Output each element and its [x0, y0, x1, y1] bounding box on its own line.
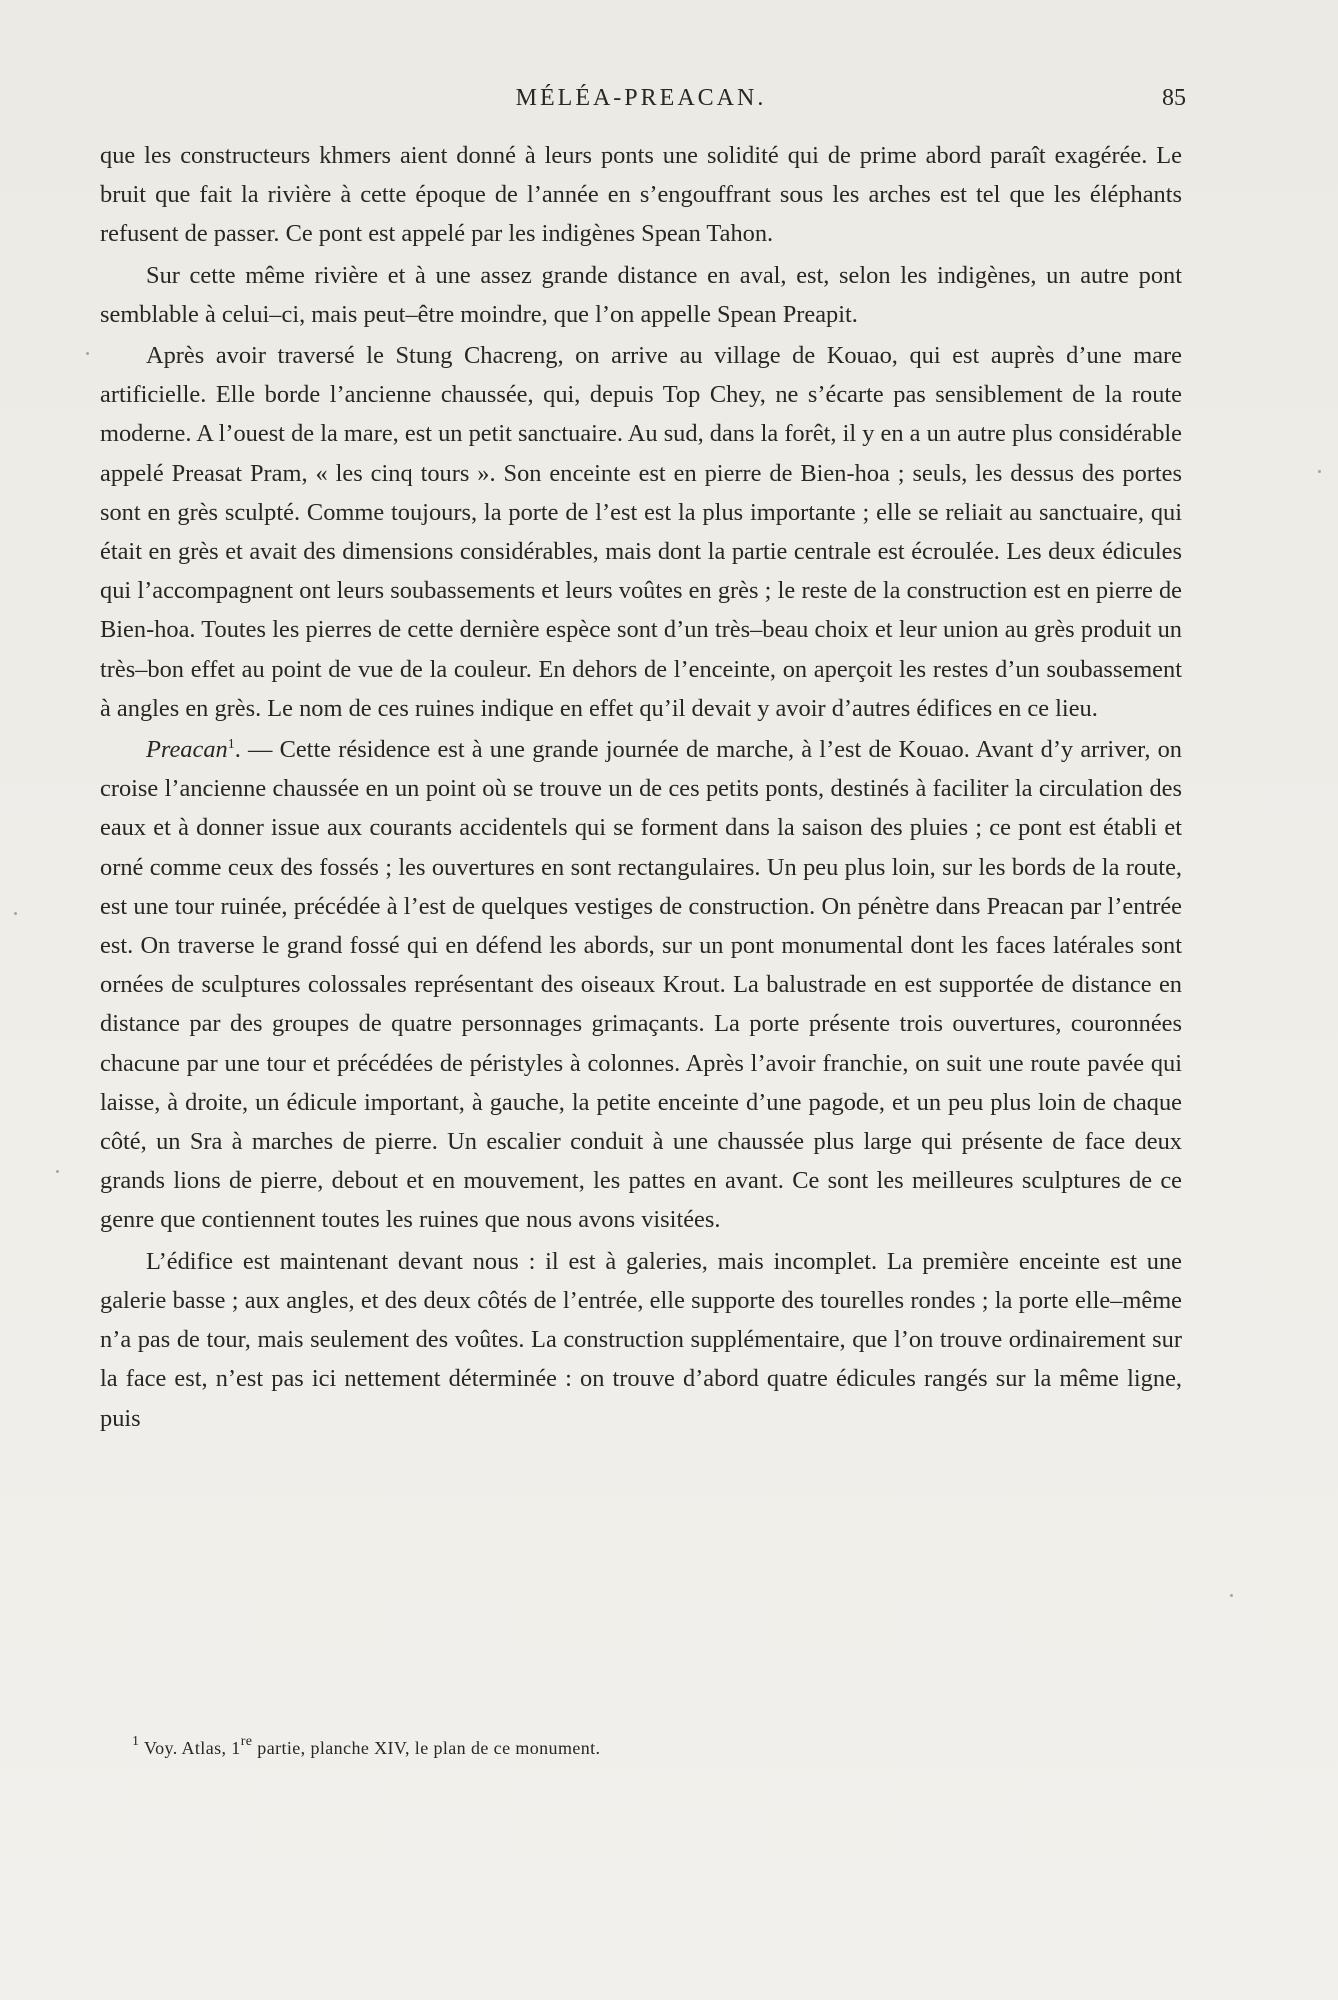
page-number: 85: [1162, 85, 1186, 111]
paragraph-continued: que les constructeurs khmers aient donné à leurs ponts une solidité qui de prime abord paraît exagérée. Le bruit que fait la rivière à cette époque de l’année en s’engouffrant sous les arches est tel que les éléphants refusent de passer. Ce pont est appelé par les indigènes Spean Tahon.: [100, 142, 1182, 248]
paper-speck: [56, 1170, 59, 1173]
paper-speck: [1230, 1594, 1233, 1597]
paper-speck: [1318, 470, 1321, 473]
body-text: [100, 136, 1182, 1438]
running-title: MÉLÉA-PREACAN.: [515, 85, 767, 111]
footnote: [132, 1734, 1032, 1762]
paragraph-spean-preapit: Sur cette même rivière et à une assez grande distance en aval, est, selon les indigènes, un autre pont semblable à celui–ci, mais peut–être moindre, que l’on appelle Spean Preapit.: [100, 261, 1182, 328]
footnote-superscript: re: [240, 1734, 253, 1749]
paragraph-preacan: [100, 730, 1182, 1240]
paper-speck: [86, 352, 89, 355]
footnote-reference: 1: [227, 737, 235, 753]
footnote-text-after: partie, planche XIV, le plan de ce monument.: [252, 1738, 601, 1758]
paper-speck: [14, 912, 17, 915]
running-head: [96, 80, 1186, 116]
paragraph-kouao: Après avoir traversé le Stung Chacreng, on arrive au village de Kouao, qui est auprès d’une mare artificielle. Elle borde l’ancienne chaussée, qui, depuis Top Chey, ne s’écarte pas sensiblement de la route moderne. A l’ouest de la mare, est un petit sanctuaire. Au sud, dans la forêt, il y en a un autre plus considérable appelé Preasat Pram, « les cinq tours ». Son enceinte est en pierre de Bien-hoa ; seuls, les dessus des portes sont en grès sculpté. Comme toujours, la porte de l’est est la plus importante ; elle se reliait au sanctuaire, qui était en grès et avait des dimensions considérables, mais dont la partie centrale est écroulée. Les deux édicules qui l’accompagnent ont leurs soubassements et leurs voûtes en grès ; le reste de la construction est en pierre de Bien-hoa. Toutes les pierres de cette dernière espèce sont d’un très–beau choix et leur union au grès produit un très–bon effet au point de vue de la couleur. En dehors de l’enceinte, on aperçoit les restes d’un soubassement à angles en grès. Le nom de ces ruines indique en effet qu’il devait y avoir d’autres édifices en ce lieu.: [100, 342, 1182, 722]
paragraph-preacan-text: . — Cette résidence est à une grande journée de marche, à l’est de Kouao. Avant d’y arriver, on croise l’ancienne chaussée en un point où se trouve un de ces petits ponts, destinés à faciliter la circulation des eaux et à donner issue aux courants accidentels qui se forment dans la saison des pluies ; ce pont est établi et orné comme ceux des fossés ; les ouvertures en sont rectangulaires. Un peu plus loin, sur les bords de la route, est une tour ruinée, précédée à l’est de quelques vestiges de construction. On pénètre dans Preacan par l’entrée est. On traverse le grand fossé qui en défend les abords, sur un pont monumental dont les faces latérales sont ornées de sculptures colossales représentant des oiseaux Krout. La balustrade en est supportée de distance en distance par des groupes de quatre personnages grimaçants. La porte présente trois ouvertures, couronnées chacune par une tour et précédées de péristyles à colonnes. Après l’avoir franchie, on suit une route pavée qui laisse, à droite, un édicule important, à gauche, la petite enceinte d’une pagode, et un peu plus loin de chaque côté, un Sra à marches de pierre. Un escalier conduit à une chaussée plus large qui présente de face deux grands lions de pierre, debout et en mouvement, les pattes en avant. Ce sont les meilleures sculptures de ce genre que contiennent toutes les ruines que nous avons visitées.: [100, 736, 1182, 1234]
paragraph-edifice: L’édifice est maintenant devant nous : il est à galeries, mais incomplet. La première enceinte est une galerie basse ; aux angles, et des deux côtés de l’entrée, elle supporte des tourelles rondes ; la porte elle–même n’a pas de tour, mais seulement des voûtes. La construction supplémentaire, que l’on trouve ordinairement sur la face est, n’est pas ici nettement déterminée : on trouve d’abord quatre édicules rangés sur la même ligne, puis: [100, 1247, 1182, 1432]
footnote-mark: 1: [132, 1734, 140, 1749]
footnote-text-before: Voy. Atlas, 1: [143, 1738, 241, 1758]
section-lead-preacan: Preacan: [146, 736, 228, 764]
